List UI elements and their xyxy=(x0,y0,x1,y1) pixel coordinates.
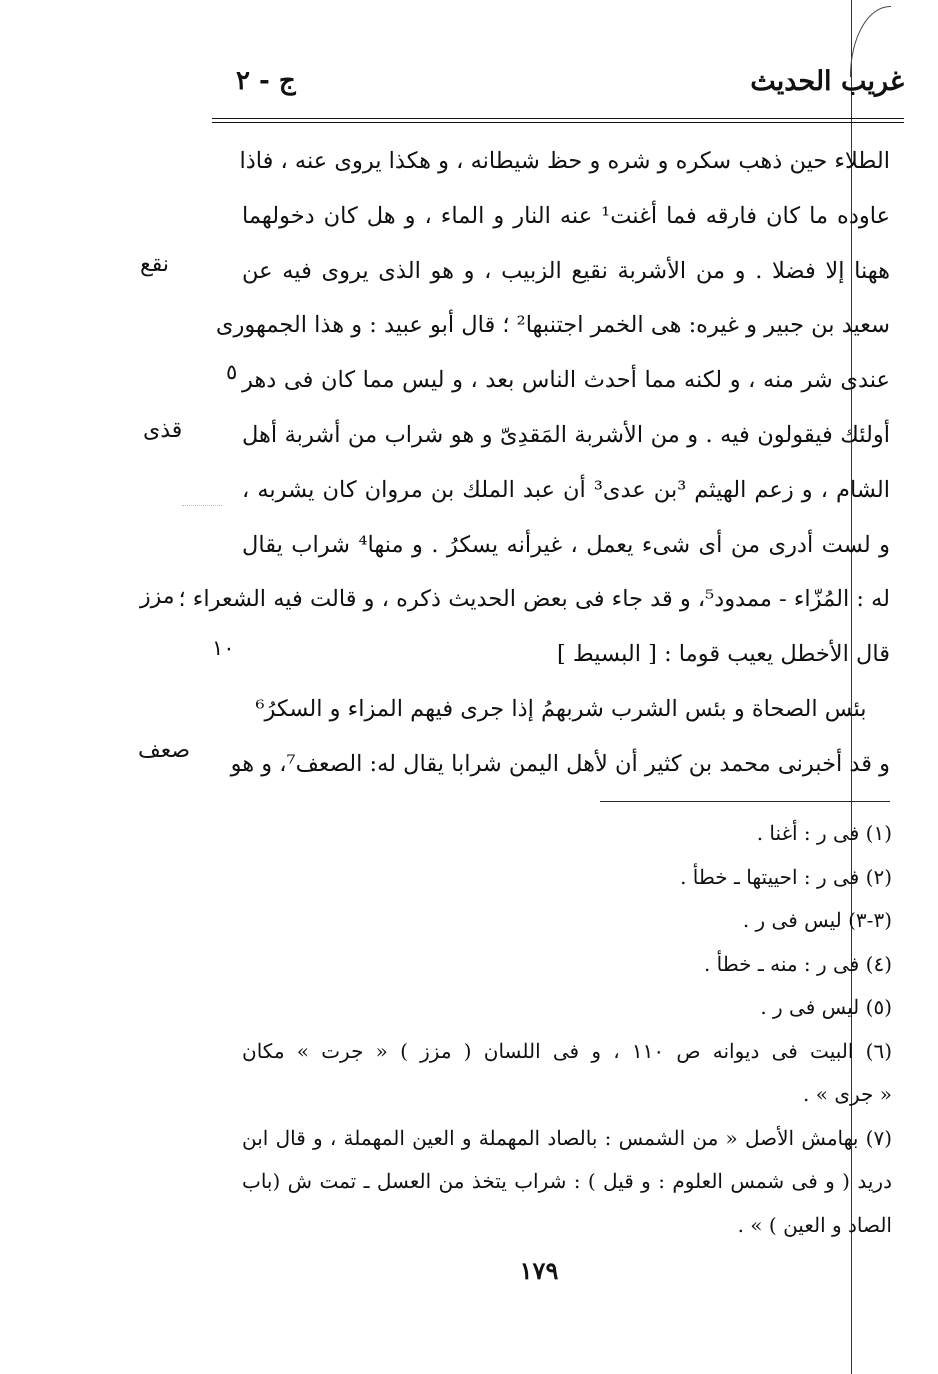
page-number: ١٧٩ xyxy=(519,1256,559,1285)
text-line: أولئك فيقولون فيه . و من الأشربة المَقدِىّ و هو شراب من أشربة أهل xyxy=(242,421,890,448)
footnote-7: (٧) بهامش الأصل « من الشمس : بالصاد المهملة و العين المهملة ، و قال ابن xyxy=(242,1125,892,1150)
page-header xyxy=(200,66,904,110)
header-double-rule xyxy=(212,118,904,123)
verse-line: بئس الصحاة و بئس الشرب شربهمُ إذا جرى فيهم المزاء و السكرُ⁶ xyxy=(255,695,867,722)
footnote-4: (٤) فى ر : منه ـ خطأ . xyxy=(703,951,892,976)
margin-note-naqi: نقع xyxy=(140,252,169,277)
margin-note-qadhi: قذى xyxy=(143,418,183,443)
text-line: الشام ، و زعم الهيثم ³بن عدى³ أن عبد الملك بن مروان كان يشربه ، xyxy=(242,476,890,503)
footnote-6: (٦) البيت فى ديوانه ص ١١٠ ، و فى اللسان ( مزز ) « جرت » مكان xyxy=(242,1038,892,1063)
scan-specks xyxy=(182,505,222,516)
text-line: عاوده ما كان فارقه فما أغنت¹ عنه النار و الماء ، و هل كان دخولهما xyxy=(242,202,890,229)
footnote-separator xyxy=(600,801,890,802)
text-line: و قد أخبرنى محمد بن كثير أن لأهل اليمن شرابا يقال له: الصعف⁷، و هو xyxy=(230,750,890,777)
footnote-3: (٣-٣) ليس فى ر . xyxy=(742,908,892,932)
footnote-6-continued: « جرى » . xyxy=(803,1082,892,1106)
margin-note-mazz: مزز xyxy=(140,584,175,609)
text-line: ههنا إلا فضلا . و من الأشربة نقيع الزبيب ، و هو الذى يروى فيه عن xyxy=(242,257,890,284)
volume-label: ج - ٢ xyxy=(236,66,296,96)
footnotes xyxy=(242,812,892,1247)
text-line: له : المُزّاء - ممدود⁵، و قد جاء فى بعض الحديث ذكره ، و قالت فيه الشعراء ؛ xyxy=(178,586,890,613)
footnote-5: (٥) ليس فى ر . xyxy=(760,995,892,1019)
footnote-2: (٢) فى ر : احييتها ـ خطأ . xyxy=(680,864,892,889)
text-line: و لست أدرى من أى شىء يعمل ، غيرأنه يسكرُ . و منها⁴ شراب يقال xyxy=(242,531,890,558)
footnote-7-continued: دريد ( و فى شمس العلوم : و قيل ) : شراب يتخذ من العسل ـ تمت ش (باب xyxy=(242,1169,892,1193)
line-number-5: ٥ xyxy=(226,360,238,384)
verse-intro-line: قال الأخطل يعيب قوما : [ البسيط ] xyxy=(556,641,890,668)
line-number-10: ١٠ xyxy=(212,636,235,660)
margin-note-saaf: صعف xyxy=(138,738,191,763)
footnote-1: (١) فى ر : أغنا . xyxy=(756,821,892,845)
text-line: سعيد بن جبير و غيره: هى الخمر اجتنبها² ؛ قال أبو عبيد : و هذا الجمهورى xyxy=(215,312,890,339)
text-line: الطلاء حين ذهب سكره و شره و حظ شيطانه ، و هكذا يروى عنه ، فاذا xyxy=(239,148,890,174)
footnote-7-end: الصاد و العين ) » . xyxy=(737,1212,892,1237)
running-title: غريب الحديث xyxy=(750,66,904,97)
text-line: عندى شر منه ، و لكنه مما أحدث الناس بعد ، و ليس مما كان فى دهر xyxy=(242,367,890,394)
